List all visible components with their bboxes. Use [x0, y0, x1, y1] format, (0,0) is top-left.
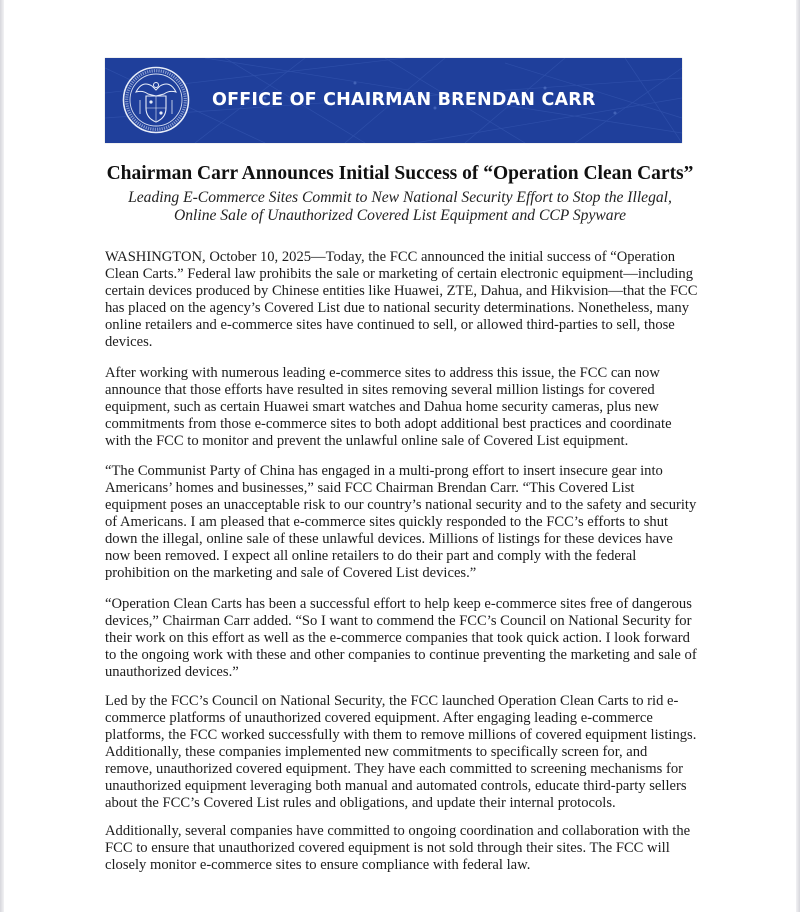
paragraph-line: with the FCC to monitor and prevent the unlawful online sale of Covered List equipment. [105, 433, 629, 449]
paragraph-council [105, 693, 705, 812]
paragraph-line: devices,” Chairman Carr added. “So I want to commend the FCC’s Council on National Security for [105, 613, 692, 629]
paragraph-line: online retailers and e-commerce sites have continued to sell, or allowed third-parties to sell, those [105, 317, 675, 333]
paragraph-line: devices. [105, 334, 153, 350]
paragraph-carr-added [105, 596, 705, 681]
paragraph-line: commerce platforms of unauthorized covered equipment. After engaging leading e-commerce [105, 710, 653, 726]
fcc-seal-icon [122, 66, 190, 134]
paragraph-results [105, 365, 705, 450]
paragraph-closing [105, 823, 705, 874]
subheadline-line: Online Sale of Unauthorized Covered List Equipment and CCP Spyware [173, 206, 627, 224]
paragraph-line: announce that those efforts have resulted in sites removing several million listings for covered [105, 382, 655, 398]
paragraph-line: Americans’ homes and businesses,” said FCC Chairman Brendan Carr. “This Covered List [105, 480, 635, 496]
paragraph-line: certain devices produced by Chinese entities like Huawei, ZTE, Dahua, and Hikvision—that the FCC [105, 283, 698, 299]
paragraph-line: of Americans. I am pleased that e-commerce sites quickly responded to the FCC’s efforts to shut [105, 514, 669, 530]
paragraph-line: unauthorized devices.” [105, 664, 239, 680]
paragraph-line: FCC to ensure that unauthorized covered equipment is not sold through their sites. The FCC will [105, 840, 670, 856]
paragraph-line: platforms, the FCC worked successfully with them to remove millions of covered equipment listings. [105, 727, 697, 743]
paragraph-line: WASHINGTON, October 10, 2025—Today, the FCC announced the initial success of “Operation [105, 249, 676, 265]
paragraph-line: Clean Carts.” Federal law prohibits the sale or marketing of certain electronic equipment—including [105, 266, 694, 282]
paragraph-line: down the illegal, online sale of these unlawful devices. Millions of listings for these devices have [105, 531, 673, 547]
paragraph-line: equipment poses an unacceptable risk to our country’s national security and to the safety and security [105, 497, 697, 513]
paragraph-line: prohibition on the marketing and sale of Covered List devices.” [105, 565, 477, 581]
paragraph-line: “The Communist Party of China has engaged in a multi-prong effort to insert insecure gear into [105, 463, 663, 479]
paragraph-line: After working with numerous leading e-commerce sites to address this issue, the FCC can now [105, 365, 660, 381]
page-edge-right [796, 0, 800, 912]
press-release-headline: Chairman Carr Announces Initial Success of “Operation Clean Carts” [106, 163, 694, 184]
office-title: OFFICE OF CHAIRMAN BRENDAN CARR [212, 90, 596, 110]
press-release-subheadline [0, 189, 800, 224]
paragraph-line: equipment, such as certain Huawei smart watches and Dahua home security cameras, plus new [105, 399, 659, 415]
paragraph-line: now been removed. I expect all online retailers to do their part and comply with the federal [105, 548, 637, 564]
paragraph-carr-quote [105, 463, 705, 582]
subheadline-line: Leading E-Commerce Sites Commit to New National Security Effort to Stop the Illegal, [128, 189, 672, 206]
paragraph-line: their work on this effort as well as the e-commerce companies that took quick action. I look forward [105, 630, 690, 646]
paragraph-line: Led by the FCC’s Council on National Security, the FCC launched Operation Clean Carts to rid e- [105, 693, 679, 709]
paragraph-line: unauthorized equipment leveraging both manual and automated controls, educate third-party sellers [105, 778, 687, 794]
office-banner [105, 58, 682, 143]
paragraph-line: closely monitor e-commerce sites to ensure compliance with federal law. [105, 857, 531, 873]
paragraph-line: commitments from those e-commerce sites to both adopt additional best practices and coordinate [105, 416, 672, 432]
page-edge-left [0, 0, 4, 912]
paragraph-line: remove, unauthorized covered equipment. They have each committed to screening mechanisms for [105, 761, 683, 777]
paragraph-line: to the ongoing work with these and other companies to continue preventing the marketing and sale of [105, 647, 697, 663]
paragraph-line: “Operation Clean Carts has been a successful effort to help keep e-commerce sites free of dangerous [105, 596, 692, 612]
paragraph-line: has placed on the agency’s Covered List due to national security determinations. Nonetheless, many [105, 300, 689, 316]
paragraph-line: Additionally, these companies implemented new commitments to specifically screen for, and [105, 744, 648, 760]
paragraph-dateline [105, 249, 705, 351]
paragraph-line: about the FCC’s Covered List rules and obligations, and update their internal protocols. [105, 795, 616, 811]
paragraph-line: Additionally, several companies have committed to ongoing coordination and collaboration with the [105, 823, 691, 839]
